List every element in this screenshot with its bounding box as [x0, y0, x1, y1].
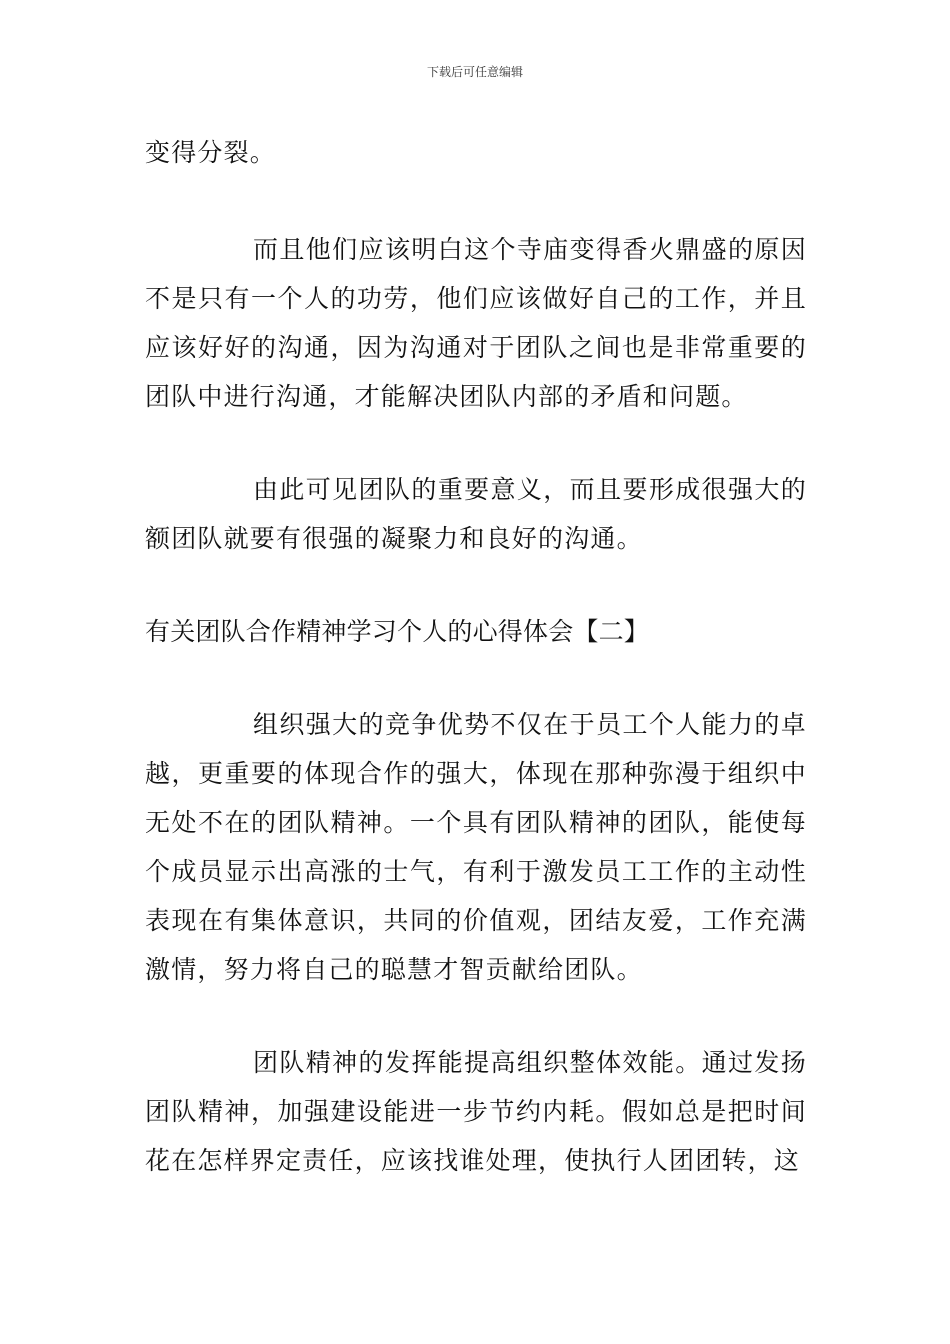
paragraph-gap — [145, 656, 807, 700]
paragraph-2: 而且他们应该明白这个寺庙变得香火鼎盛的原因不是只有一个人的功劳，他们应该做好自己的工作，并且应该好好的沟通，因为沟通对于团队之间也是非常重要的团队中进行沟通，才能解决团队内部的矛盾和问题。 — [145, 235, 807, 411]
paragraph-1: 变得分裂。 — [145, 138, 277, 167]
paragraph-5: 团队精神的发挥能提高组织整体效能。通过发扬团队精神，加强建设能进一步节约内耗。假如总是把时间花在怎样界定责任，应该找谁处理，使执行人团团转，这 — [145, 1048, 807, 1175]
paragraph-gap — [145, 994, 807, 1038]
paragraph-4: 组织强大的竞争优势不仅在于员工个人能力的卓越，更重要的体现合作的强大，体现在那种弥漫于组织中无处不在的团队精神。一个具有团队精神的团队，能使每个成员显示出高涨的士气，有利于激发员工工作的主动性表现在有集体意识，共同的价值观，团结友爱，工作充满激情，努力将自己的聪慧才智贡献给团队。 — [145, 710, 807, 984]
document-body — [145, 128, 807, 1185]
page-header: 下载后可任意编辑 — [426, 65, 523, 79]
paragraph-gap — [145, 421, 807, 465]
paragraph-gap — [145, 563, 807, 607]
paragraph-3: 由此可见团队的重要意义，而且要形成很强大的额团队就要有很强的凝聚力和良好的沟通。 — [145, 475, 807, 553]
section-heading: 有关团队合作精神学习个人的心得体会【二】 — [145, 617, 650, 646]
paragraph-gap — [145, 177, 807, 225]
